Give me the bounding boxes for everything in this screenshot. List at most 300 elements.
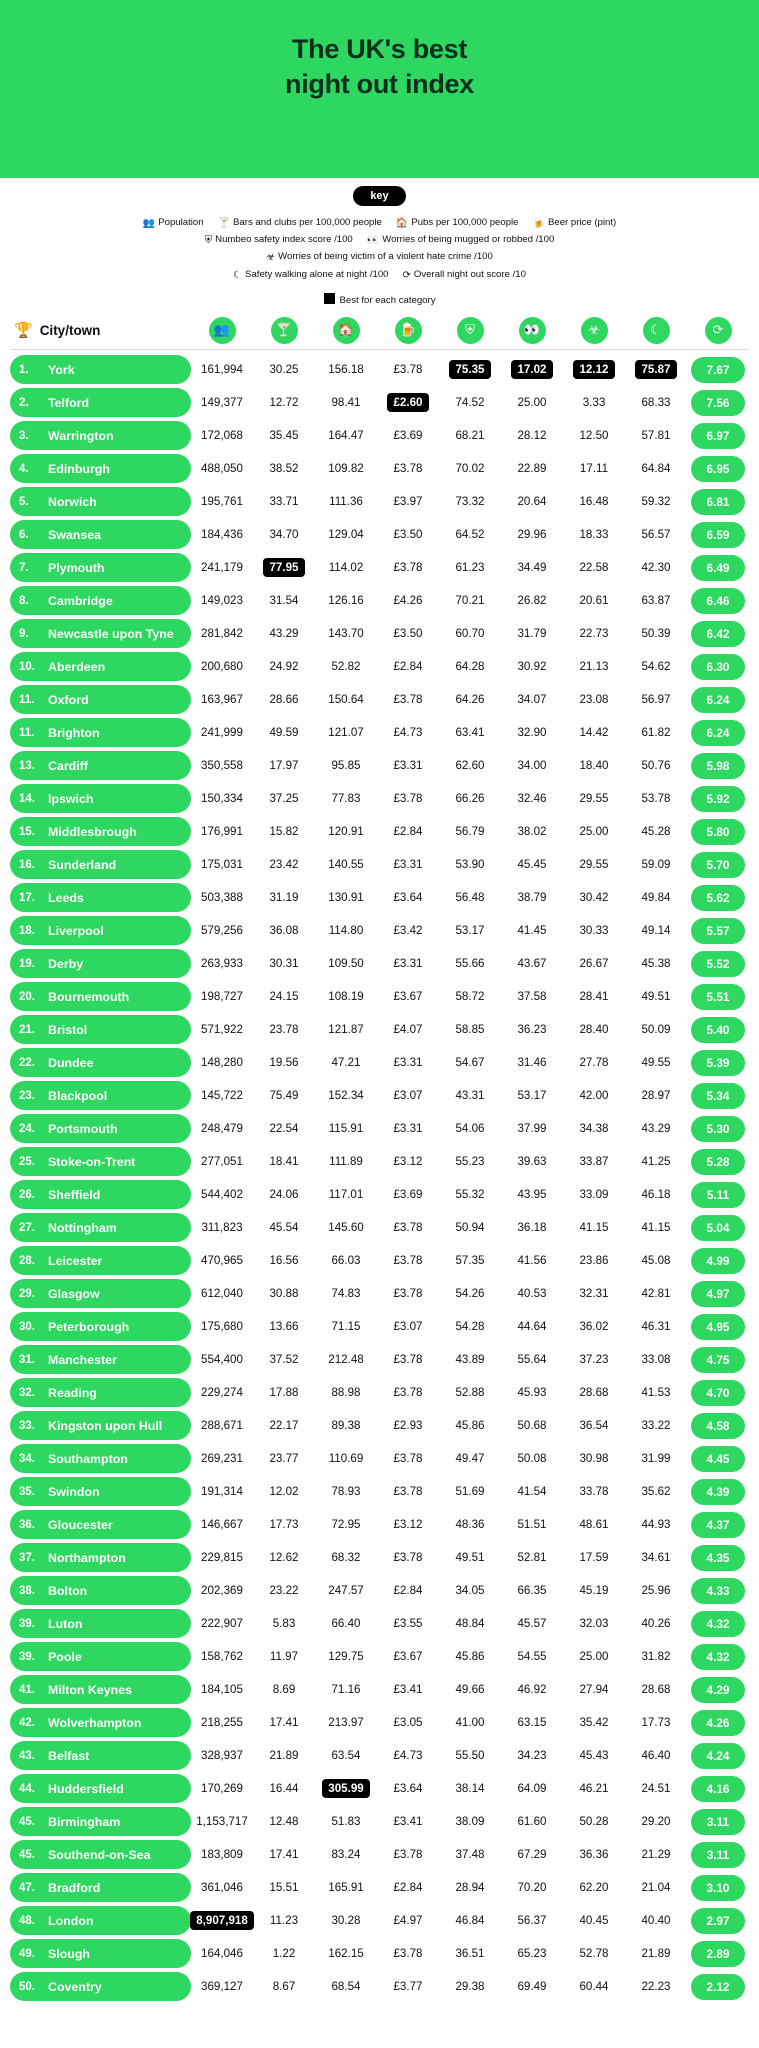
cell-mugged xyxy=(501,687,563,713)
table-row[interactable] xyxy=(10,1476,749,1508)
cell-value: 29.96 xyxy=(517,528,547,542)
cell-mugged xyxy=(501,1116,563,1142)
cell-value: 22.73 xyxy=(579,627,609,641)
cell-hate xyxy=(563,819,625,845)
city-cell[interactable] xyxy=(10,520,191,549)
table-row[interactable] xyxy=(10,1839,749,1871)
metric-cells xyxy=(191,1149,749,1175)
cell-safety xyxy=(439,1512,501,1538)
city-cell[interactable] xyxy=(10,1741,191,1770)
cell-pubs xyxy=(315,489,377,515)
cell-hate xyxy=(563,1677,625,1703)
table-row[interactable] xyxy=(10,618,749,650)
rank-label: 39. xyxy=(19,1617,35,1630)
column-header-mugging-icon[interactable] xyxy=(501,317,563,344)
city-name: London xyxy=(48,1913,94,1928)
table-row[interactable] xyxy=(10,1674,749,1706)
cell-population xyxy=(191,1479,253,1505)
cell-value: 95.85 xyxy=(331,759,361,773)
table-row[interactable] xyxy=(10,1707,749,1739)
column-header-moon-icon[interactable] xyxy=(625,317,687,344)
cell-bars xyxy=(253,1083,315,1109)
cell-value: 51.51 xyxy=(517,1518,547,1532)
cell-night xyxy=(625,1743,687,1769)
city-cell[interactable] xyxy=(10,1708,191,1737)
cell-value: 145,722 xyxy=(201,1089,243,1103)
cell-safety xyxy=(439,522,501,548)
score-badge: 6.24 xyxy=(691,720,745,746)
cell-hate xyxy=(563,885,625,911)
cell-population xyxy=(191,1050,253,1076)
cell-safety xyxy=(439,357,501,383)
cell-pubs xyxy=(315,819,377,845)
city-cell[interactable] xyxy=(10,1873,191,1902)
cell-value: 109.82 xyxy=(328,462,364,476)
city-cell[interactable] xyxy=(10,982,191,1011)
rank-label: 47. xyxy=(19,1881,35,1894)
cell-safety xyxy=(439,1611,501,1637)
cell-mugged xyxy=(501,1380,563,1406)
cell-pubs xyxy=(315,1710,377,1736)
table-row[interactable] xyxy=(10,1872,749,1904)
key-item-label: Pubs per 100,000 people xyxy=(411,217,519,228)
cell-value: 72.95 xyxy=(331,1518,361,1532)
metric-cells xyxy=(191,1314,749,1340)
cell-value: 37.23 xyxy=(579,1353,609,1367)
cell-pubs xyxy=(315,1908,377,1934)
cell-score xyxy=(687,1050,749,1076)
cell-hate xyxy=(563,1314,625,1340)
cell-value: 143.70 xyxy=(328,627,364,641)
city-cell[interactable] xyxy=(10,1510,191,1539)
city-cell[interactable] xyxy=(10,850,191,879)
city-cell[interactable] xyxy=(10,751,191,780)
cell-hate xyxy=(563,984,625,1010)
cell-value: £2.84 xyxy=(393,1881,423,1895)
cell-value: £3.78 xyxy=(393,363,423,377)
rank-label: 30. xyxy=(19,1320,35,1333)
table-row[interactable] xyxy=(10,354,749,386)
cell-value: 64.26 xyxy=(455,693,485,707)
cell-value: 150.64 xyxy=(328,693,364,707)
cell-value: 71.16 xyxy=(331,1683,361,1697)
cell-value: 27.78 xyxy=(579,1056,609,1070)
cell-mugged xyxy=(501,357,563,383)
rank-label: 7. xyxy=(19,561,29,574)
cell-pubs xyxy=(315,1611,377,1637)
cell-value: 46.21 xyxy=(579,1782,609,1796)
city-cell[interactable] xyxy=(10,619,191,648)
cell-population xyxy=(191,1215,253,1241)
city-cell[interactable] xyxy=(10,916,191,945)
table-row[interactable] xyxy=(10,552,749,584)
cell-mugged xyxy=(501,1413,563,1439)
cell-bars xyxy=(253,984,315,1010)
city-cell[interactable] xyxy=(10,487,191,516)
cell-value: 195,761 xyxy=(201,495,243,509)
city-cell[interactable] xyxy=(10,685,191,714)
city-name: Northampton xyxy=(48,1550,126,1565)
cell-value: 241,999 xyxy=(201,726,243,740)
cell-night xyxy=(625,555,687,581)
cell-population xyxy=(191,654,253,680)
cell-value: 121.07 xyxy=(328,726,364,740)
column-header-hate-crime-icon[interactable] xyxy=(563,317,625,344)
city-name: Slough xyxy=(48,1946,90,1961)
cell-safety xyxy=(439,951,501,977)
city-cell[interactable] xyxy=(10,1345,191,1374)
cell-hate xyxy=(563,1644,625,1670)
table-row[interactable] xyxy=(10,1641,749,1673)
city-cell[interactable] xyxy=(10,1312,191,1341)
city-cell[interactable] xyxy=(10,1081,191,1110)
table-row[interactable] xyxy=(10,1047,749,1079)
cell-population xyxy=(191,1347,253,1373)
cell-safety xyxy=(439,786,501,812)
cell-value: 30.25 xyxy=(269,363,299,377)
cell-hate xyxy=(563,1809,625,1835)
city-cell[interactable] xyxy=(10,1675,191,1704)
cell-score xyxy=(687,1479,749,1505)
cell-mugged xyxy=(501,621,563,647)
table-row[interactable] xyxy=(10,717,749,749)
city-cell[interactable] xyxy=(10,1840,191,1869)
cell-value: 60.70 xyxy=(455,627,485,641)
cell-value: 11.97 xyxy=(269,1650,299,1664)
table-row[interactable] xyxy=(10,1179,749,1211)
cell-score xyxy=(687,489,749,515)
cell-score xyxy=(687,1644,749,1670)
cell-value: 17.41 xyxy=(269,1848,299,1862)
cell-bars xyxy=(253,1314,315,1340)
cell-value: 51.83 xyxy=(331,1815,361,1829)
cell-value: 15.51 xyxy=(269,1881,299,1895)
cell-value: 50.28 xyxy=(579,1815,609,1829)
city-cell[interactable] xyxy=(10,817,191,846)
table-row[interactable] xyxy=(10,1938,749,1970)
table-row[interactable] xyxy=(10,684,749,716)
cell-value: 43.95 xyxy=(517,1188,547,1202)
table-row[interactable] xyxy=(10,651,749,683)
city-cell[interactable] xyxy=(10,1180,191,1209)
metric-cells xyxy=(191,687,749,713)
cell-value: 27.94 xyxy=(579,1683,609,1697)
table-row[interactable] xyxy=(10,1740,749,1772)
cell-score xyxy=(687,885,749,911)
metric-cells xyxy=(191,390,749,416)
cell-value: £3.67 xyxy=(393,1650,423,1664)
column-header-overall-score-icon[interactable] xyxy=(687,317,749,344)
cell-population xyxy=(191,1578,253,1604)
cell-bars xyxy=(253,1446,315,1472)
table-row[interactable] xyxy=(10,1575,749,1607)
rank-label: 38. xyxy=(19,1584,35,1597)
cell-mugged xyxy=(501,1974,563,2000)
cell-value: £3.78 xyxy=(393,462,423,476)
key-row xyxy=(0,232,759,249)
cell-value: 175,680 xyxy=(201,1320,243,1334)
city-cell[interactable] xyxy=(10,1642,191,1671)
rank-label: 1. xyxy=(19,363,29,376)
cell-beer xyxy=(377,1083,439,1109)
table-row[interactable] xyxy=(10,1443,749,1475)
city-cell[interactable] xyxy=(10,1774,191,1803)
cell-score xyxy=(687,1875,749,1901)
cell-value: 163,967 xyxy=(201,693,243,707)
cell-bars xyxy=(253,555,315,581)
cell-value: 37.25 xyxy=(269,792,299,806)
table-row[interactable] xyxy=(10,1410,749,1442)
table-row[interactable] xyxy=(10,453,749,485)
metric-cells xyxy=(191,753,749,779)
cell-mugged xyxy=(501,1677,563,1703)
table-row[interactable] xyxy=(10,849,749,881)
city-cell[interactable] xyxy=(10,388,191,417)
cell-hate xyxy=(563,786,625,812)
table-row[interactable] xyxy=(10,420,749,452)
cell-value: 8.69 xyxy=(272,1683,296,1697)
table-row[interactable] xyxy=(10,1773,749,1805)
cell-pubs xyxy=(315,1083,377,1109)
cell-value: 36.08 xyxy=(269,924,299,938)
cell-value: 61.60 xyxy=(517,1815,547,1829)
cell-night xyxy=(625,1116,687,1142)
cell-value: 22.23 xyxy=(641,1980,671,1994)
city-cell[interactable] xyxy=(10,1015,191,1044)
cell-value: 30.33 xyxy=(579,924,609,938)
cell-value: 25.00 xyxy=(517,396,547,410)
city-cell[interactable] xyxy=(10,454,191,483)
cell-bars xyxy=(253,819,315,845)
cell-bars xyxy=(253,1347,315,1373)
cell-value: 21.89 xyxy=(269,1749,299,1763)
city-cell[interactable] xyxy=(10,1378,191,1407)
table-row[interactable] xyxy=(10,1905,749,1937)
cell-bars xyxy=(253,456,315,482)
cell-population xyxy=(191,1644,253,1670)
cell-hate xyxy=(563,390,625,416)
city-name: Sunderland xyxy=(48,857,117,872)
table-row[interactable] xyxy=(10,1080,749,1112)
city-cell[interactable] xyxy=(10,784,191,813)
cell-night xyxy=(625,1149,687,1175)
table-row[interactable] xyxy=(10,1344,749,1376)
city-cell[interactable] xyxy=(10,883,191,912)
cell-value: 55.23 xyxy=(455,1155,485,1169)
table-row[interactable] xyxy=(10,1278,749,1310)
city-cell[interactable] xyxy=(10,1939,191,1968)
cell-value: 213.97 xyxy=(328,1716,364,1730)
cell-value: 277,051 xyxy=(201,1155,243,1169)
cell-beer xyxy=(377,357,439,383)
cell-value: 37.52 xyxy=(269,1353,299,1367)
cell-score xyxy=(687,819,749,845)
cell-beer xyxy=(377,1182,439,1208)
cell-value: 37.99 xyxy=(517,1122,547,1136)
cell-value: 30.31 xyxy=(269,957,299,971)
cell-night xyxy=(625,654,687,680)
cell-mugged xyxy=(501,654,563,680)
cell-value: 70.02 xyxy=(455,462,485,476)
cell-value: £3.69 xyxy=(393,1188,423,1202)
city-cell[interactable] xyxy=(10,1444,191,1473)
city-cell[interactable] xyxy=(10,1576,191,1605)
table-row[interactable] xyxy=(10,1113,749,1145)
score-badge: 4.24 xyxy=(691,1743,745,1769)
cell-value: 29.55 xyxy=(579,792,609,806)
cell-value: 200,680 xyxy=(201,660,243,674)
table-row[interactable] xyxy=(10,1542,749,1574)
city-cell[interactable] xyxy=(10,1114,191,1143)
table-row[interactable] xyxy=(10,1971,749,2003)
column-header-cocktail-icon[interactable] xyxy=(253,317,315,344)
table-row[interactable] xyxy=(10,387,749,419)
cell-value: 74.83 xyxy=(331,1287,361,1301)
column-header-population-icon[interactable] xyxy=(191,317,253,344)
city-cell[interactable] xyxy=(10,586,191,615)
cell-value: 17.02 xyxy=(511,360,552,379)
cell-hate xyxy=(563,720,625,746)
table-row[interactable] xyxy=(10,1212,749,1244)
cell-safety xyxy=(439,819,501,845)
cell-value: 30.28 xyxy=(331,1914,361,1928)
city-cell[interactable] xyxy=(10,718,191,747)
cell-value: 34.00 xyxy=(517,759,547,773)
city-cell[interactable] xyxy=(10,553,191,582)
table-row[interactable] xyxy=(10,783,749,815)
column-header-beer-icon[interactable] xyxy=(377,317,439,344)
cell-value: 32.31 xyxy=(579,1287,609,1301)
cell-bars xyxy=(253,1776,315,1802)
city-cell[interactable] xyxy=(10,1477,191,1506)
metric-cells xyxy=(191,621,749,647)
cell-score xyxy=(687,1809,749,1835)
city-cell[interactable] xyxy=(10,1411,191,1440)
cell-value: 64.52 xyxy=(455,528,485,542)
city-name: Reading xyxy=(48,1385,97,1400)
table-row[interactable] xyxy=(10,1146,749,1178)
rank-label: 45. xyxy=(19,1848,35,1861)
rank-label: 18. xyxy=(19,924,35,937)
table-row[interactable] xyxy=(10,981,749,1013)
column-header-pub-icon[interactable] xyxy=(315,317,377,344)
score-badge: 6.95 xyxy=(691,456,745,482)
city-cell[interactable] xyxy=(10,1807,191,1836)
cell-mugged xyxy=(501,555,563,581)
score-badge: 4.45 xyxy=(691,1446,745,1472)
cell-pubs xyxy=(315,1116,377,1142)
cell-mugged xyxy=(501,786,563,812)
table-row[interactable] xyxy=(10,585,749,617)
city-cell[interactable] xyxy=(10,1972,191,2001)
cell-value: 68.21 xyxy=(455,429,485,443)
cell-bars xyxy=(253,1050,315,1076)
cell-beer xyxy=(377,489,439,515)
column-header-shield-icon[interactable] xyxy=(439,317,501,344)
cell-value: 23.86 xyxy=(579,1254,609,1268)
cell-bars xyxy=(253,1743,315,1769)
city-cell[interactable] xyxy=(10,949,191,978)
city-cell[interactable] xyxy=(10,652,191,681)
cell-value: 12.48 xyxy=(269,1815,299,1829)
cell-population xyxy=(191,1512,253,1538)
cell-population xyxy=(191,1776,253,1802)
table-row[interactable] xyxy=(10,915,749,947)
city-cell[interactable] xyxy=(10,1609,191,1638)
cell-bars xyxy=(253,1380,315,1406)
score-badge: 5.62 xyxy=(691,885,745,911)
city-cell[interactable] xyxy=(10,1246,191,1275)
city-cell[interactable] xyxy=(10,1543,191,1572)
city-cell[interactable] xyxy=(10,355,191,384)
city-cell[interactable] xyxy=(10,1213,191,1242)
table-row[interactable] xyxy=(10,486,749,518)
table-row[interactable] xyxy=(10,1806,749,1838)
cell-pubs xyxy=(315,1149,377,1175)
cell-value: 61.23 xyxy=(455,561,485,575)
cell-mugged xyxy=(501,1446,563,1472)
cell-score xyxy=(687,621,749,647)
table-row[interactable] xyxy=(10,1377,749,1409)
city-cell[interactable] xyxy=(10,1906,191,1935)
city-cell[interactable] xyxy=(10,1048,191,1077)
table-row[interactable] xyxy=(10,1509,749,1541)
city-cell[interactable] xyxy=(10,1147,191,1176)
cell-value: 77.95 xyxy=(263,558,304,577)
cell-value: 12.72 xyxy=(269,396,299,410)
city-cell[interactable] xyxy=(10,1279,191,1308)
cell-value: £3.78 xyxy=(393,792,423,806)
rank-label: 2. xyxy=(19,396,29,409)
city-name: Plymouth xyxy=(48,560,105,575)
cell-value: 50.68 xyxy=(517,1419,547,1433)
cell-value: 40.26 xyxy=(641,1617,671,1631)
table-row[interactable] xyxy=(10,816,749,848)
score-badge: 6.97 xyxy=(691,423,745,449)
cell-value: 23.08 xyxy=(579,693,609,707)
table-row[interactable] xyxy=(10,882,749,914)
cell-safety xyxy=(439,1809,501,1835)
cell-beer xyxy=(377,1809,439,1835)
cell-value: 1.22 xyxy=(272,1947,296,1961)
title-line-1: The UK's best xyxy=(291,34,468,64)
table-row[interactable] xyxy=(10,1245,749,1277)
score-badge: 4.95 xyxy=(691,1314,745,1340)
cell-value: 68.33 xyxy=(641,396,671,410)
metric-cells xyxy=(191,1215,749,1241)
score-badge: 5.70 xyxy=(691,852,745,878)
table-row[interactable] xyxy=(10,1014,749,1046)
table-row[interactable] xyxy=(10,948,749,980)
cell-value: 36.18 xyxy=(517,1221,547,1235)
cell-value: 54.26 xyxy=(455,1287,485,1301)
rank-label: 3. xyxy=(19,429,29,442)
table-row[interactable] xyxy=(10,1311,749,1343)
score-badge: 4.35 xyxy=(691,1545,745,1571)
cell-value: 44.93 xyxy=(641,1518,671,1532)
cell-value: 31.19 xyxy=(269,891,299,905)
cell-population xyxy=(191,555,253,581)
cell-beer xyxy=(377,1545,439,1571)
cell-safety xyxy=(439,456,501,482)
table-row[interactable] xyxy=(10,519,749,551)
city-cell[interactable] xyxy=(10,421,191,450)
cell-value: 33.87 xyxy=(579,1155,609,1169)
table-row[interactable] xyxy=(10,750,749,782)
metric-cells xyxy=(191,786,749,812)
table-row[interactable] xyxy=(10,1608,749,1640)
cell-night xyxy=(625,819,687,845)
